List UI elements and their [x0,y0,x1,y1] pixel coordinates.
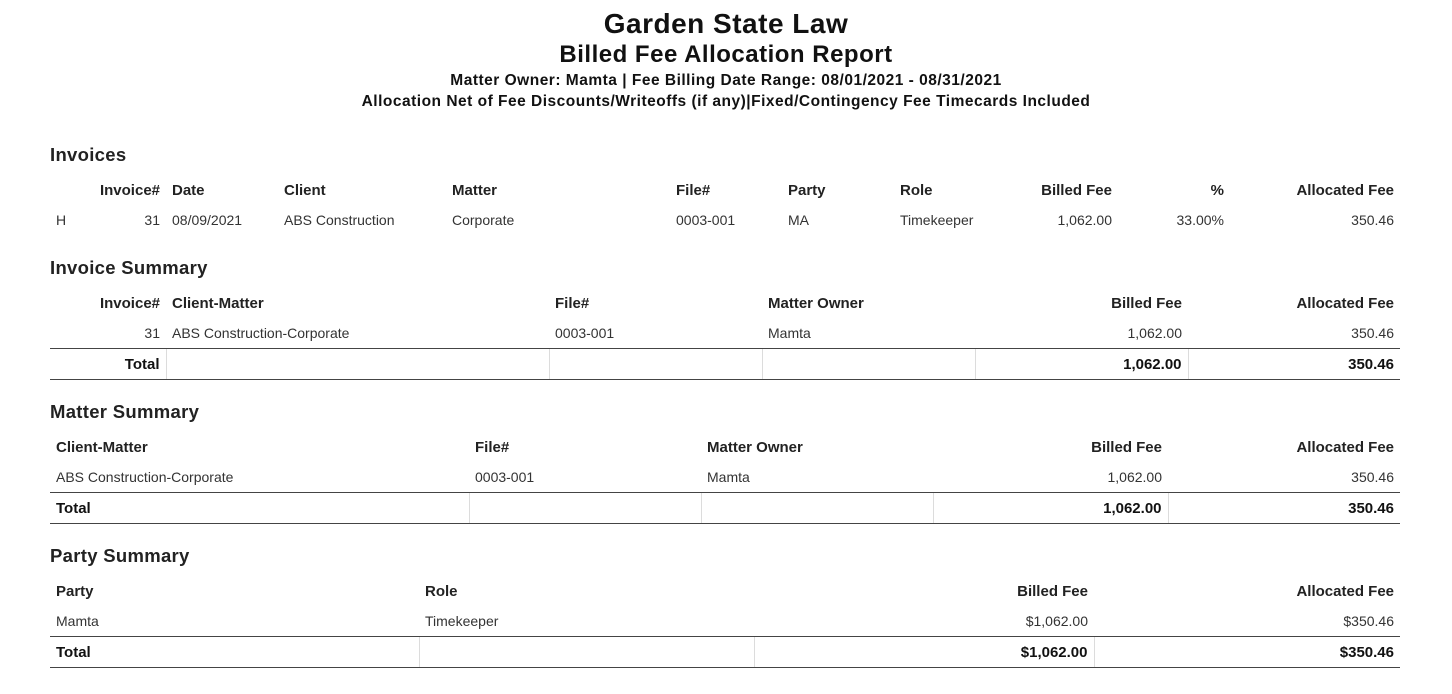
col-header-allocated-fee: Allocated Fee [1296,181,1394,199]
invoice-number: 31 [144,212,160,228]
invoice-billed-fee: 1,062.00 [1057,212,1112,228]
col-header-invoice: Invoice# [99,181,160,199]
total-billed-fee: $1,062.00 [754,637,1094,668]
col-header-client: Client [284,181,326,199]
col-header-role: Role [425,582,458,600]
col-header-allocated-fee: Allocated Fee [1296,582,1394,600]
invoices-header-row [50,175,1400,205]
table-row [50,462,1400,493]
allocated-fee: $350.46 [1343,613,1394,629]
total-billed-fee: 1,062.00 [975,349,1188,380]
invoice-matter: Corporate [452,212,515,228]
col-header-invoice: Invoice# [99,294,160,312]
invoice-file: 0003-001 [676,212,736,228]
total-empty-cell [549,349,762,380]
invoice-percent: 33.00% [1176,212,1224,228]
total-allocated-fee: $350.46 [1094,637,1400,668]
matter-owner: Mamta [768,325,811,341]
file-number: 0003-001 [475,469,535,485]
invoice-client: ABS Construction [284,212,395,228]
table-row [50,205,1400,235]
matter-summary-section-title: Matter Summary [50,401,200,422]
col-header-file: File# [475,438,510,456]
col-header-matter-owner: Matter Owner [707,438,803,456]
party-summary-section-title: Party Summary [50,545,190,566]
total-row [50,637,1400,668]
col-header-role: Role [900,181,933,199]
col-header-billed-fee: Billed Fee [1111,294,1182,312]
party-summary-header-row [50,576,1400,606]
invoice-role: Timekeeper [900,212,974,228]
total-empty-cell [419,637,754,668]
col-header-percent: % [1210,181,1224,199]
col-header-client-matter: Client-Matter [172,294,264,312]
matter-summary-table [50,432,1400,524]
total-row [50,349,1400,380]
report-title: Billed Fee Allocation Report [559,41,893,68]
client-matter: ABS Construction-Corporate [172,325,350,341]
matter-owner: Mamta [707,469,750,485]
col-header-billed-fee: Billed Fee [1091,438,1162,456]
col-header-billed-fee: Billed Fee [1017,582,1088,600]
total-label: Total [50,349,166,380]
total-billed-fee: 1,062.00 [933,493,1168,524]
billed-fee: 1,062.00 [1107,469,1162,485]
table-row [50,318,1400,349]
invoice-party: MA [788,212,809,228]
invoice-summary-header-row [50,288,1400,318]
total-allocated-fee: 350.46 [1188,349,1400,380]
invoice-date: 08/09/2021 [172,212,243,228]
invoices-table [50,175,1400,235]
col-header-matter-owner: Matter Owner [768,294,864,312]
total-empty-cell [166,349,549,380]
total-label: Total [50,637,419,668]
billed-fee: 1,062.00 [1127,325,1182,341]
col-header-allocated-fee: Allocated Fee [1296,438,1394,456]
report-subtitle-allocation: Allocation Net of Fee Discounts/Writeoffs (if any)|Fixed/Contingency Fee Timecards Included [361,93,1091,110]
total-empty-cell [701,493,933,524]
col-header-flag [50,175,86,205]
col-header-file: File# [676,181,711,199]
total-empty-cell [469,493,701,524]
client-matter: ABS Construction-Corporate [56,469,234,485]
col-header-allocated-fee: Allocated Fee [1296,294,1394,312]
total-empty-cell [762,349,975,380]
col-header-matter: Matter [452,181,498,199]
invoice-summary-section-title: Invoice Summary [50,257,208,278]
col-header-party: Party [788,181,826,199]
party-summary-table [50,576,1400,668]
col-header-party: Party [56,582,94,600]
party-role: Timekeeper [425,613,499,629]
invoices-section-title: Invoices [50,144,127,165]
col-header-date: Date [172,181,205,199]
total-row [50,493,1400,524]
file-number: 0003-001 [555,325,615,341]
col-header-billed-fee: Billed Fee [1041,181,1112,199]
total-label: Total [50,493,469,524]
invoice-number: 31 [144,325,160,341]
total-allocated-fee: 350.46 [1168,493,1400,524]
firm-name: Garden State Law [603,8,849,39]
party-name: Mamta [56,613,99,629]
invoice-summary-table [50,288,1400,380]
matter-summary-header-row [50,432,1400,462]
col-header-file: File# [555,294,590,312]
allocated-fee: 350.46 [1351,469,1394,485]
billed-fee: $1,062.00 [1025,613,1088,629]
invoice-allocated-fee: 350.46 [1351,212,1394,228]
allocated-fee: 350.46 [1351,325,1394,341]
invoice-flag: H [56,212,67,228]
col-header-client-matter: Client-Matter [56,438,148,456]
report-subtitle-range: Matter Owner: Mamta | Fee Billing Date Range: 08/01/2021 - 08/31/2021 [450,72,1002,89]
table-row [50,606,1400,637]
